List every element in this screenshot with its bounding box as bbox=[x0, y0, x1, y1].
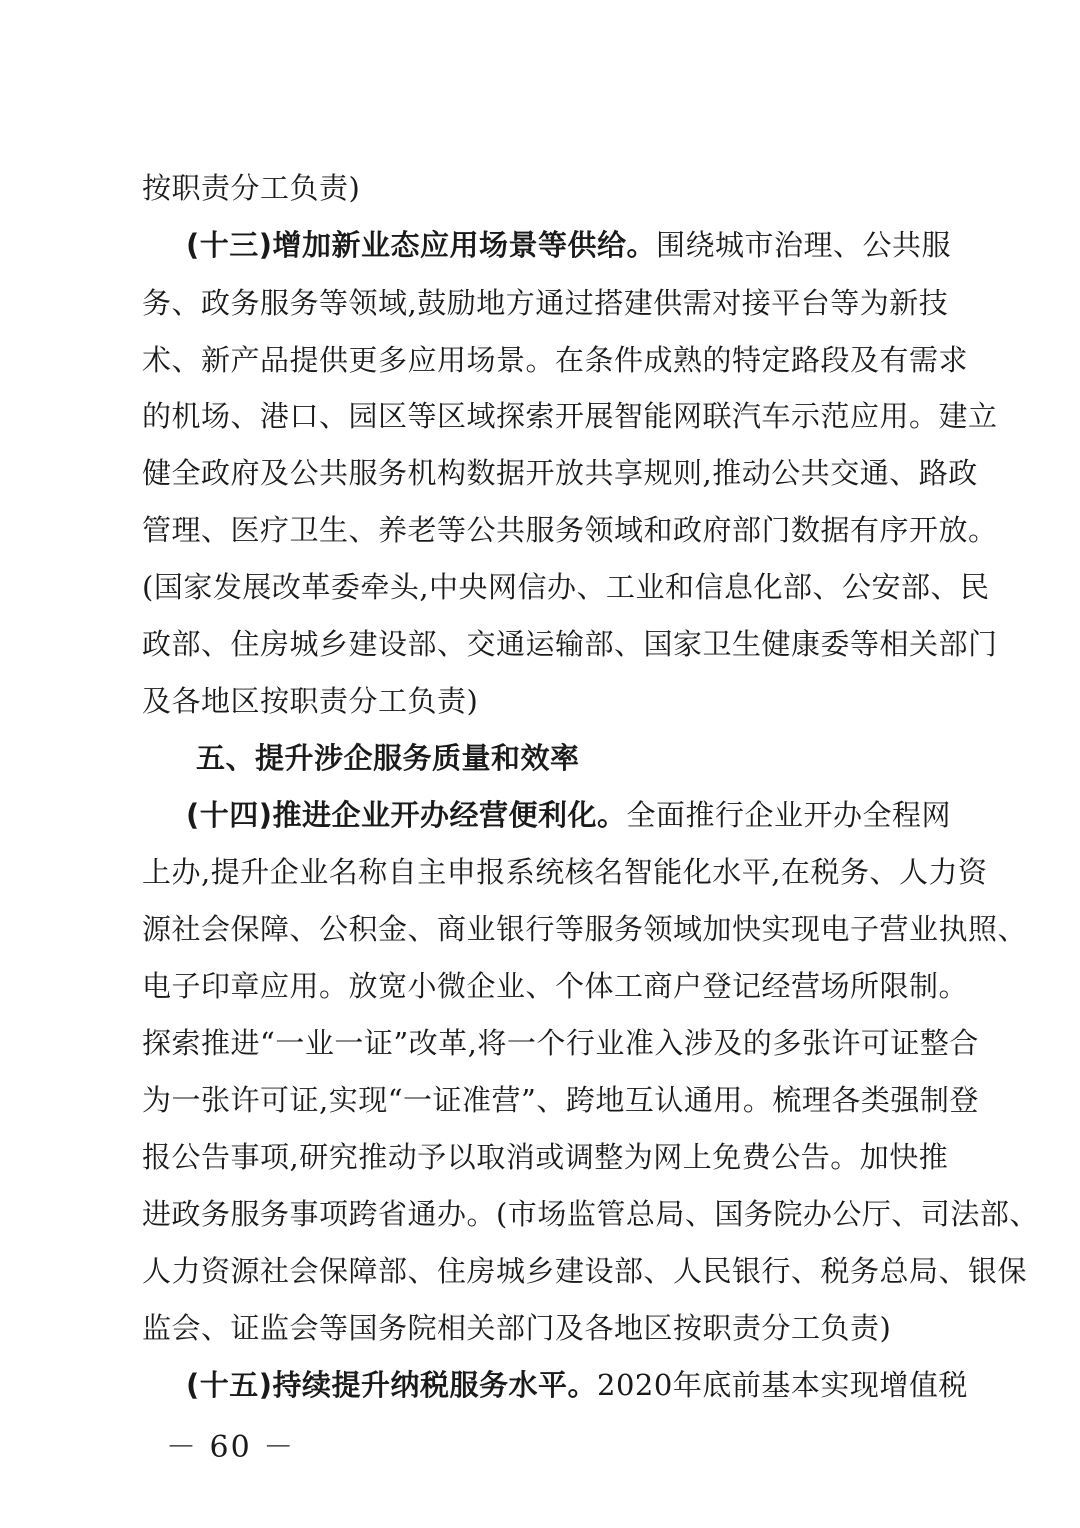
text-line: 按职责分工负责) bbox=[142, 171, 361, 205]
text-line: 上办,提升企业名称自主申报系统核名智能化水平,在税务、人力资 bbox=[142, 855, 988, 889]
text-line: 源社会保障、公积金、商业银行等服务领域加快实现电子营业执照、 bbox=[142, 912, 1028, 946]
paragraph-15-text: 2020年底前基本实现增值税 bbox=[597, 1368, 968, 1402]
text-line: 人力资源社会保障部、住房城乡建设部、人民银行、税务总局、银保 bbox=[142, 1254, 1028, 1288]
paragraph-13-lead: (十三)增加新业态应用场景等供给。 bbox=[186, 228, 657, 262]
paragraph-14-text: 全面推行企业开办全程网 bbox=[626, 798, 952, 832]
text-line: 的机场、港口、园区等区域探索开展智能网联汽车示范应用。建立 bbox=[142, 399, 998, 433]
text-line: 管理、医疗卫生、养老等公共服务领域和政府部门数据有序开放。 bbox=[142, 513, 998, 547]
page-number: － 60 － bbox=[166, 1430, 296, 1465]
text-line: (国家发展改革委牵头,中央网信办、工业和信息化部、公安部、民 bbox=[142, 570, 990, 604]
paragraph-14-lead: (十四)推进企业开办经营便利化。 bbox=[186, 798, 627, 832]
paragraph-13-text: 围绕城市治理、公共服 bbox=[656, 228, 952, 262]
text-line: 及各地区按职责分工负责) bbox=[142, 684, 479, 718]
paragraph-15-lead: (十五)持续提升纳税服务水平。 bbox=[186, 1368, 598, 1402]
text-line: 报公告事项,研究推动予以取消或调整为网上免费公告。加快推 bbox=[142, 1140, 949, 1174]
paragraph-15-first-line bbox=[186, 1367, 968, 1403]
text-line: 进政务服务事项跨省通办。(市场监管总局、国务院办公厅、司法部、 bbox=[142, 1197, 1039, 1231]
text-line: 监会、证监会等国务院相关部门及各地区按职责分工负责) bbox=[142, 1311, 892, 1345]
text-line: 探索推进“一业一证”改革,将一个行业准入涉及的多张许可证整合 bbox=[142, 1026, 979, 1060]
section-heading: 五、提升涉企服务质量和效率 bbox=[196, 741, 580, 775]
text-line: 电子印章应用。放宽小微企业、个体工商户登记经营场所限制。 bbox=[142, 969, 969, 1003]
text-line: 健全政府及公共服务机构数据开放共享规则,推动公共交通、路政 bbox=[142, 456, 978, 490]
text-line: 政部、住房城乡建设部、交通运输部、国家卫生健康委等相关部门 bbox=[142, 627, 998, 661]
paragraph-14-first-line bbox=[186, 797, 952, 833]
text-line: 术、新产品提供更多应用场景。在条件成熟的特定路段及有需求 bbox=[142, 343, 969, 377]
text-line: 为一张许可证,实现“一证准营”、跨地互认通用。梳理各类强制登 bbox=[142, 1083, 979, 1117]
paragraph-13-first-line bbox=[186, 227, 952, 263]
text-line: 务、政务服务等领域,鼓励地方通过搭建供需对接平台等为新技 bbox=[142, 286, 949, 320]
